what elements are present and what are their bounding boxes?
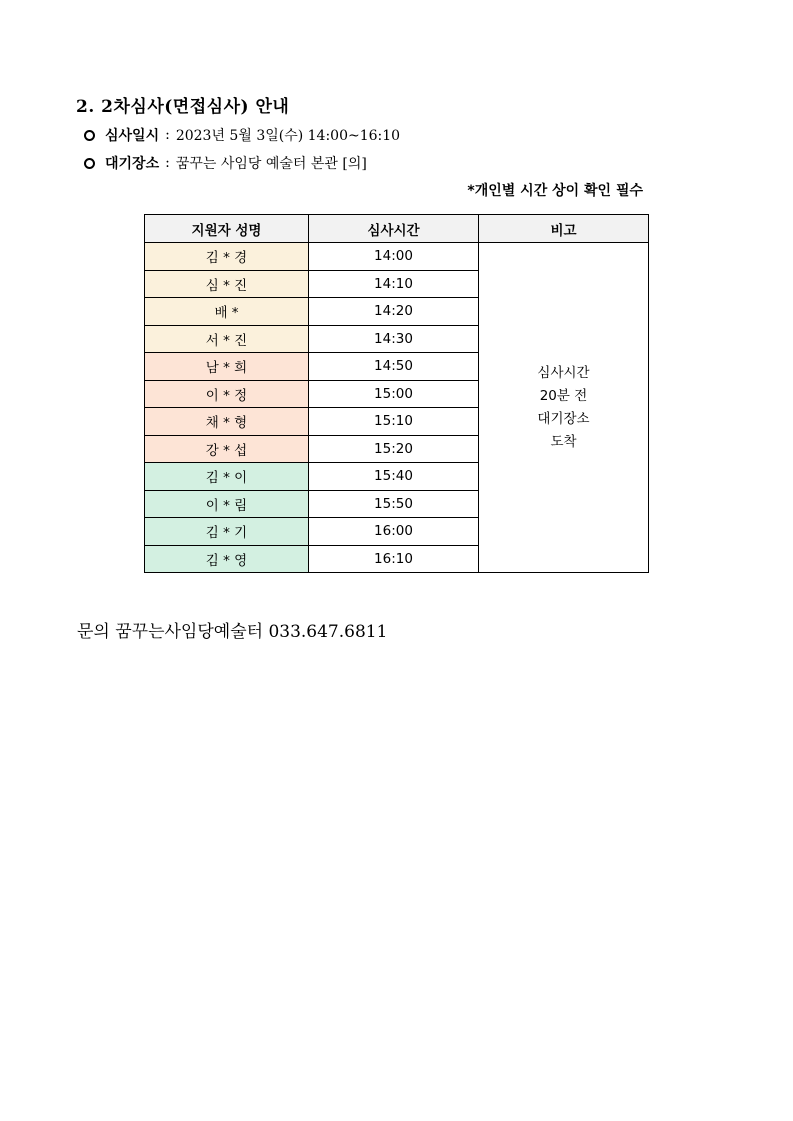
circle-bullet-icon (84, 130, 95, 141)
applicant-name: 심 * 진 (145, 270, 309, 298)
table-header-row (145, 215, 649, 243)
applicant-name: 김 * 영 (145, 545, 309, 573)
interview-time: 15:10 (309, 408, 479, 436)
remark-line: 20분 전 (539, 387, 588, 404)
interview-time: 14:30 (309, 325, 479, 353)
interview-time: 16:00 (309, 518, 479, 546)
applicant-name: 남 * 희 (145, 353, 309, 381)
detail-value: 꿈꾸는 사임당 예술터 본관 [의] (175, 156, 367, 172)
detail-value: 2023년 5월 3일(수) 14:00~16:10 (175, 128, 401, 144)
interview-time: 14:10 (309, 270, 479, 298)
header-name: 지원자 성명 (145, 215, 309, 243)
detail-label: 심사일시 (105, 128, 160, 144)
applicant-name: 배 * (145, 298, 309, 326)
table-row (145, 243, 649, 271)
interview-time: 14:50 (309, 353, 479, 381)
applicant-name: 김 * 이 (145, 463, 309, 491)
remark-cell (479, 243, 649, 573)
remark-line: 대기장소 (537, 410, 590, 427)
applicant-name: 강 * 섭 (145, 435, 309, 463)
header-remark: 비고 (479, 215, 649, 243)
contact-info: 문의 꿈꾸는사임당예술터 033.647.6811 (77, 622, 388, 642)
remark-line: 도착 (550, 433, 577, 450)
interview-time: 15:50 (309, 490, 479, 518)
interview-time: 14:20 (309, 298, 479, 326)
interview-time: 15:20 (309, 435, 479, 463)
detail-row-date (84, 125, 400, 145)
detail-colon: : (165, 155, 170, 171)
detail-row-place (84, 153, 367, 173)
remark-line: 심사시간 (537, 364, 590, 381)
interview-time: 15:00 (309, 380, 479, 408)
applicant-name: 이 * 정 (145, 380, 309, 408)
interview-time: 14:00 (309, 243, 479, 271)
section-title: 2. 2차심사(면접심사) 안내 (76, 97, 290, 117)
applicant-name: 김 * 경 (145, 243, 309, 271)
notice-text: *개인별 시간 상이 확인 필수 (467, 183, 643, 199)
applicant-name: 채 * 형 (145, 408, 309, 436)
interview-time: 15:40 (309, 463, 479, 491)
applicant-name: 이 * 림 (145, 490, 309, 518)
header-time: 심사시간 (309, 215, 479, 243)
detail-colon: : (165, 127, 170, 143)
schedule-table (144, 214, 649, 573)
detail-label: 대기장소 (105, 156, 160, 172)
interview-time: 16:10 (309, 545, 479, 573)
circle-bullet-icon (84, 158, 95, 169)
applicant-name: 김 * 기 (145, 518, 309, 546)
applicant-name: 서 * 진 (145, 325, 309, 353)
